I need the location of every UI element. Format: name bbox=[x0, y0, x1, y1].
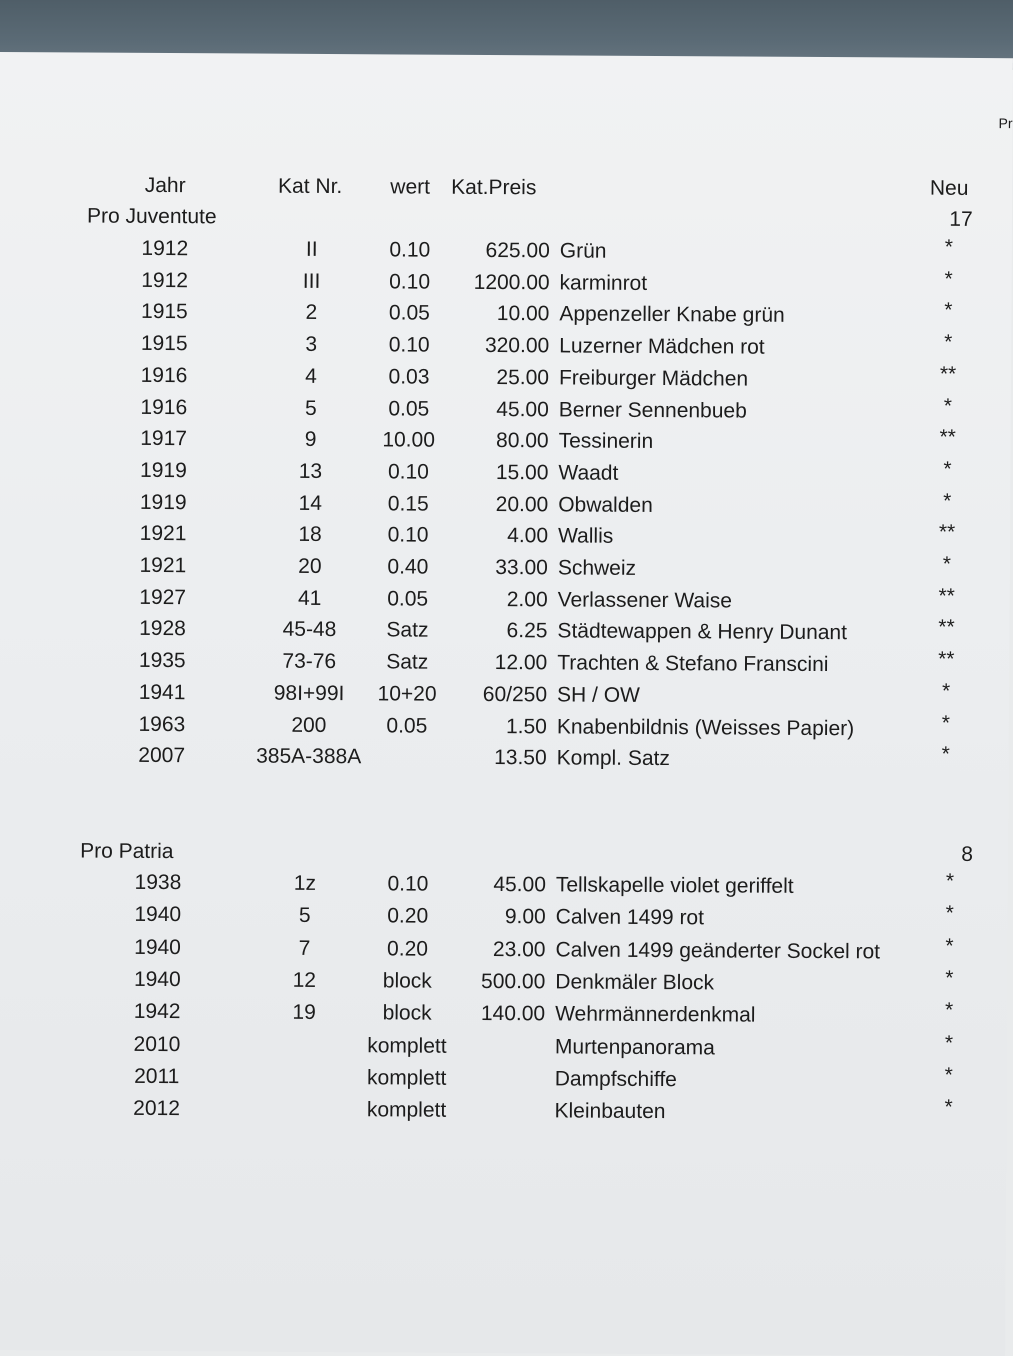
cell-kat-nr: 13 bbox=[298, 459, 323, 483]
cell-neu: * bbox=[944, 1063, 953, 1087]
cell-year: 1912 bbox=[141, 236, 189, 261]
cell-kat-nr: 2 bbox=[305, 300, 318, 324]
cell-year: 1915 bbox=[140, 331, 188, 356]
cell-wert: Satz bbox=[386, 618, 429, 642]
cell-kat-preis: 25.00 bbox=[496, 366, 550, 390]
cell-neu: * bbox=[945, 934, 954, 958]
cell-year: 1915 bbox=[140, 299, 188, 324]
cell-kat-preis: 20.00 bbox=[495, 493, 549, 517]
cell-description: Calven 1499 rot bbox=[555, 905, 705, 930]
cell-kat-nr: 45-48 bbox=[282, 617, 337, 642]
cell-kat-nr: 3 bbox=[305, 332, 318, 356]
cell-year: 1935 bbox=[138, 648, 186, 673]
cell-neu: * bbox=[942, 552, 952, 576]
cell-year: 1919 bbox=[139, 490, 187, 515]
cell-kat-nr: III bbox=[302, 269, 321, 293]
cell-wert: 0.10 bbox=[387, 460, 429, 484]
cell-kat-nr: 20 bbox=[298, 554, 322, 578]
cell-kat-preis: 1.50 bbox=[505, 715, 547, 739]
cell-description: Freiburger Mädchen bbox=[558, 366, 749, 391]
section-count: 17 bbox=[949, 207, 973, 231]
cell-wert: 0.20 bbox=[387, 937, 429, 961]
cell-kat-preis: 23.00 bbox=[492, 938, 546, 962]
cell-wert: 0.15 bbox=[387, 492, 429, 516]
cell-kat-preis: 4.00 bbox=[507, 524, 549, 548]
corner-label: Pr bbox=[998, 115, 1013, 132]
cell-year: 1921 bbox=[139, 521, 187, 546]
cell-kat-preis: 60/250 bbox=[482, 682, 548, 707]
cell-neu: * bbox=[944, 298, 953, 322]
cell-year: 1927 bbox=[139, 585, 187, 610]
cell-year: 2011 bbox=[134, 1064, 180, 1089]
cell-kat-preis: 12.00 bbox=[494, 651, 548, 675]
cell-kat-nr: 1z bbox=[293, 871, 317, 895]
cell-wert: 0.05 bbox=[388, 301, 430, 325]
cell-kat-preis: 140.00 bbox=[480, 1001, 546, 1026]
cell-neu: ** bbox=[938, 615, 955, 639]
section-title: Pro Juventute bbox=[86, 204, 217, 229]
cell-kat-nr: 98I+99I bbox=[273, 681, 345, 706]
cell-description: Berner Sennenbueb bbox=[558, 398, 747, 423]
cell-neu: * bbox=[945, 901, 954, 925]
cell-year: 1940 bbox=[134, 902, 182, 927]
cell-neu: * bbox=[944, 235, 953, 259]
cell-kat-nr: 7 bbox=[298, 936, 311, 960]
cell-year: 1942 bbox=[133, 999, 181, 1024]
cell-description: Waadt bbox=[558, 461, 619, 485]
cell-year: 1921 bbox=[139, 553, 187, 578]
cell-description: Städtewappen & Henry Dunant bbox=[557, 619, 848, 645]
cell-year: 1940 bbox=[133, 967, 181, 992]
cell-kat-preis: 45.00 bbox=[496, 398, 549, 422]
cell-neu: * bbox=[944, 330, 953, 354]
cell-wert: 0.20 bbox=[387, 904, 429, 928]
cell-kat-nr: 41 bbox=[297, 586, 322, 610]
header-wert: wert bbox=[390, 175, 431, 199]
cell-neu: * bbox=[943, 489, 952, 513]
cell-description: Calven 1499 geänderter Sockel rot bbox=[555, 938, 881, 964]
header-neu: Neu bbox=[929, 176, 969, 200]
cell-kat-nr: II bbox=[305, 237, 318, 261]
cell-wert: 0.10 bbox=[387, 523, 429, 547]
cell-neu: * bbox=[944, 267, 953, 291]
cell-year: 2012 bbox=[133, 1096, 180, 1121]
cell-wert: 0.05 bbox=[386, 714, 428, 738]
cell-year: 1916 bbox=[140, 395, 188, 420]
cell-kat-preis: 6.25 bbox=[506, 619, 548, 643]
cell-wert: block bbox=[382, 969, 432, 993]
document-page bbox=[0, 52, 1013, 1356]
cell-neu: * bbox=[945, 966, 954, 990]
cell-year: 1919 bbox=[140, 458, 187, 483]
cell-neu: ** bbox=[938, 520, 956, 544]
cell-kat-preis: 1200.00 bbox=[473, 270, 550, 295]
cell-wert: 0.10 bbox=[389, 238, 431, 262]
header-kat-nr: Kat Nr. bbox=[278, 174, 343, 199]
cell-kat-preis: 15.00 bbox=[495, 461, 549, 485]
cell-year: 1963 bbox=[138, 712, 186, 737]
cell-description: Wehrmännerdenkmal bbox=[555, 1002, 756, 1027]
cell-kat-preis: 10.00 bbox=[496, 302, 550, 326]
cell-description: SH / OW bbox=[557, 683, 640, 707]
cell-year: 1940 bbox=[134, 935, 181, 960]
cell-kat-preis: 500.00 bbox=[481, 969, 546, 994]
cell-kat-nr: 18 bbox=[298, 522, 322, 546]
cell-wert: 0.05 bbox=[388, 397, 430, 421]
cell-kat-preis: 13.50 bbox=[494, 746, 547, 770]
cell-neu: ** bbox=[939, 362, 957, 386]
cell-description: Kleinbauten bbox=[554, 1099, 666, 1124]
cell-wert: komplett bbox=[367, 1034, 447, 1058]
cell-neu: * bbox=[941, 742, 950, 766]
cell-kat-nr: 14 bbox=[298, 491, 322, 515]
cell-wert: Satz bbox=[386, 650, 429, 674]
cell-description: Wallis bbox=[557, 524, 614, 548]
cell-year: 1916 bbox=[140, 363, 188, 388]
cell-description: Trachten & Stefano Franscini bbox=[557, 651, 829, 677]
cell-kat-nr: 200 bbox=[291, 713, 327, 738]
cell-description: Obwalden bbox=[558, 493, 653, 517]
cell-wert: 10+20 bbox=[377, 682, 437, 706]
section-title: Pro Patria bbox=[80, 839, 174, 864]
cell-year: 2007 bbox=[138, 743, 186, 768]
cell-wert: 0.40 bbox=[387, 555, 429, 579]
cell-neu: * bbox=[941, 711, 951, 735]
cell-description: Tessinerin bbox=[558, 429, 654, 453]
header-kat-preis: Kat.Preis bbox=[451, 175, 537, 200]
cell-description: Denkmäler Block bbox=[555, 970, 715, 995]
cell-kat-nr: 385A-388A bbox=[256, 744, 362, 769]
cell-wert: komplett bbox=[366, 1066, 447, 1090]
cell-year: 2010 bbox=[133, 1032, 181, 1057]
cell-kat-nr: 5 bbox=[298, 903, 311, 927]
cell-description: Dampfschiffe bbox=[554, 1067, 677, 1092]
cell-wert: komplett bbox=[366, 1098, 447, 1122]
header-jahr: Jahr bbox=[144, 173, 186, 198]
cell-description: Appenzeller Knabe grün bbox=[559, 302, 785, 327]
cell-neu: ** bbox=[938, 647, 955, 671]
cell-kat-nr: 12 bbox=[292, 968, 317, 992]
cell-neu: * bbox=[944, 1031, 954, 1055]
cell-kat-nr: 19 bbox=[292, 1000, 316, 1024]
cell-neu: * bbox=[943, 457, 952, 481]
cell-kat-nr: 9 bbox=[304, 427, 317, 451]
cell-wert: 0.10 bbox=[389, 270, 431, 294]
cell-year: 1917 bbox=[140, 426, 188, 451]
cell-kat-preis: 2.00 bbox=[506, 588, 548, 612]
cell-description: Murtenpanorama bbox=[554, 1035, 715, 1060]
cell-description: Verlassener Waise bbox=[557, 588, 733, 613]
cell-description: Schweiz bbox=[557, 556, 637, 580]
cell-neu: ** bbox=[938, 584, 955, 608]
cell-year: 1928 bbox=[139, 616, 186, 641]
cell-kat-preis: 625.00 bbox=[485, 238, 550, 263]
cell-kat-preis: 9.00 bbox=[504, 905, 546, 929]
cell-neu: * bbox=[944, 998, 954, 1022]
cell-kat-preis: 80.00 bbox=[496, 429, 549, 453]
cell-neu: ** bbox=[939, 425, 956, 449]
cell-wert: 0.03 bbox=[388, 365, 430, 389]
cell-kat-nr: 5 bbox=[304, 396, 317, 420]
cell-wert: 0.10 bbox=[388, 333, 430, 357]
cell-wert: block bbox=[382, 1001, 432, 1025]
cell-year: 1941 bbox=[138, 680, 186, 705]
cell-description: karminrot bbox=[559, 271, 648, 295]
cell-wert: 10.00 bbox=[382, 428, 435, 452]
cell-kat-preis: 45.00 bbox=[493, 873, 546, 897]
cell-neu: * bbox=[943, 394, 953, 418]
cell-kat-nr: 73-76 bbox=[282, 649, 337, 674]
cell-description: Luzerner Mädchen rot bbox=[559, 334, 765, 359]
cell-kat-preis: 33.00 bbox=[495, 556, 548, 580]
cell-description: Knabenbildnis (Weisses Papier) bbox=[556, 715, 855, 741]
cell-kat-nr: 4 bbox=[305, 364, 317, 388]
cell-description: Kompl. Satz bbox=[556, 746, 670, 771]
cell-year: 1912 bbox=[141, 268, 189, 293]
cell-wert: 0.10 bbox=[387, 872, 429, 896]
cell-description: Grün bbox=[559, 239, 607, 263]
cell-description: Tellskapelle violet geriffelt bbox=[555, 873, 794, 898]
cell-neu: * bbox=[945, 869, 955, 893]
section-count: 8 bbox=[961, 842, 974, 866]
cell-year: 1938 bbox=[134, 870, 182, 895]
cell-wert: 0.05 bbox=[387, 587, 429, 611]
cell-neu: * bbox=[944, 1095, 953, 1119]
cell-kat-preis: 320.00 bbox=[484, 333, 550, 358]
cell-neu: * bbox=[941, 679, 951, 703]
